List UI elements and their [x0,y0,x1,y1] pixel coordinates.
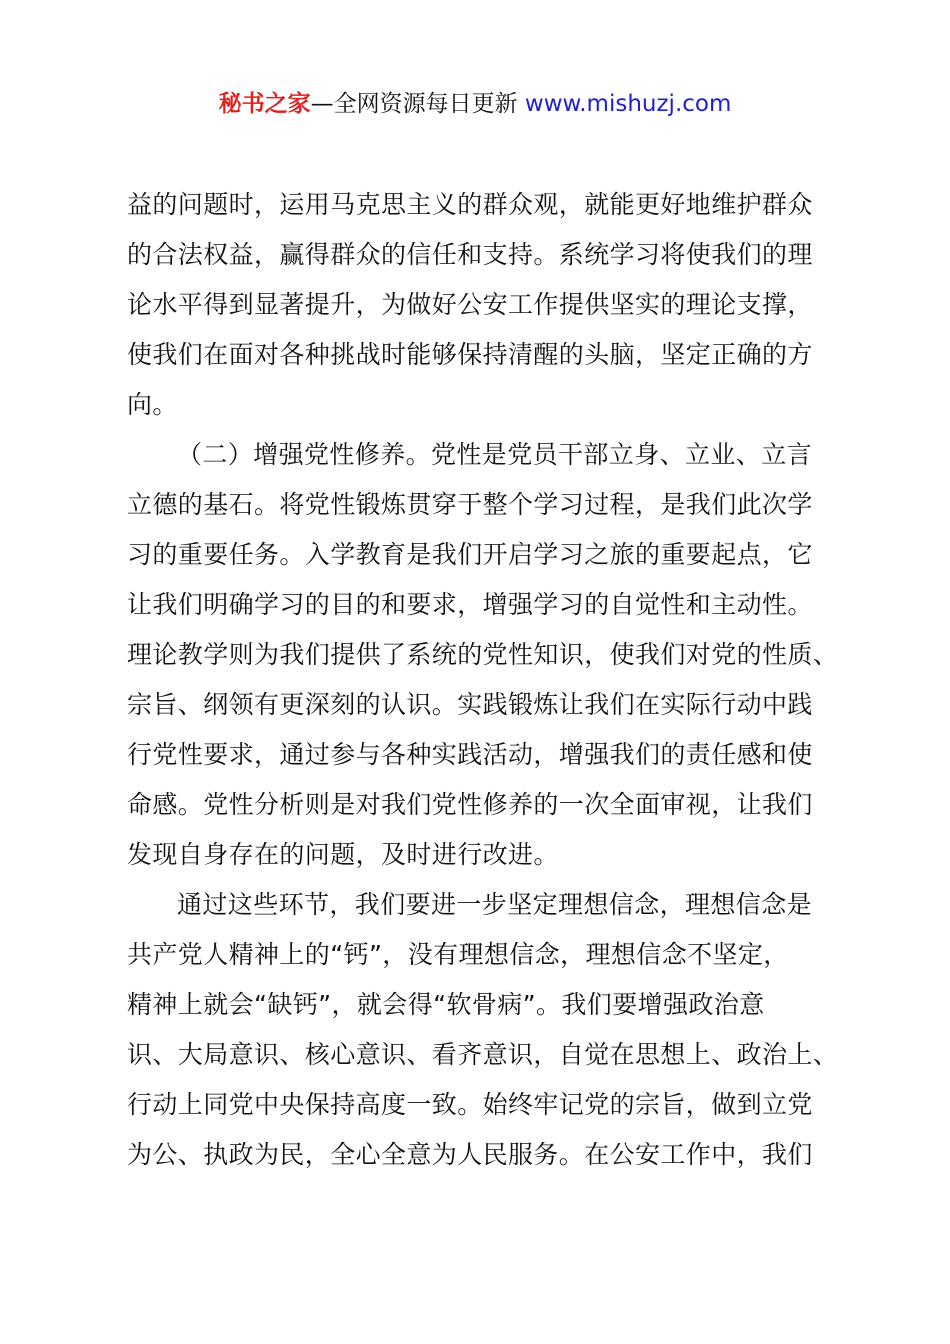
text-line: 行党性要求，通过参与各种实践活动，增强我们的责任感和使 [127,740,813,769]
header-tagline: —全网资源每日更新 [310,91,525,117]
text-line: 让我们明确学习的目的和要求，增强学习的自觉性和主动性。 [127,590,813,619]
text-line: 发现自身存在的问题，及时进行改进。 [127,840,559,869]
text-line: 行动上同党中央保持高度一致。始终牢记党的宗旨，做到立党 [127,1090,813,1119]
text-line: 论水平得到显著提升，为做好公安工作提供坚实的理论支撑， [127,290,813,319]
text-line: 共产党人精神上的“钙”，没有理想信念，理想信念不坚定， [127,940,789,969]
website-link[interactable]: www.mishuzj.com [524,91,732,117]
text-line: 习的重要任务。入学教育是我们开启学习之旅的重要起点，它 [127,540,813,569]
text-line: 立德的基石。将党性锻炼贯穿于整个学习过程，是我们此次学 [127,490,813,519]
text-line: 识、大局意识、核心意识、看齐意识，自觉在思想上、政治上、 [127,1040,839,1069]
paragraph-start-line: 通过这些环节，我们要进一步坚定理想信念，理想信念是 [177,890,813,919]
page-header [0,86,950,122]
section-heading-line: （二）增强党性修养。党性是党员干部立身、立业、立言 [177,440,813,469]
text-line: 命感。党性分析则是对我们党性修养的一次全面审视，让我们 [127,790,813,819]
brand-name: 秘书之家 [218,91,311,117]
text-line: 理论教学则为我们提供了系统的党性知识，使我们对党的性质、 [127,640,839,669]
document-body [127,180,837,1180]
text-line: 为公、执政为民，全心全意为人民服务。在公安工作中，我们 [127,1140,813,1169]
text-line: 使我们在面对各种挑战时能够保持清醒的头脑，坚定正确的方 [127,340,813,369]
text-line: 的合法权益，赢得群众的信任和支持。系统学习将使我们的理 [127,240,813,269]
text-line: 益的问题时，运用马克思主义的群众观，就能更好地维护群众 [127,190,813,219]
text-line: 向。 [127,390,178,419]
text-line: 精神上就会“缺钙”，就会得“软骨病”。我们要增强政治意 [127,990,765,1019]
text-line: 宗旨、纲领有更深刻的认识。实践锻炼让我们在实际行动中践 [127,690,813,719]
